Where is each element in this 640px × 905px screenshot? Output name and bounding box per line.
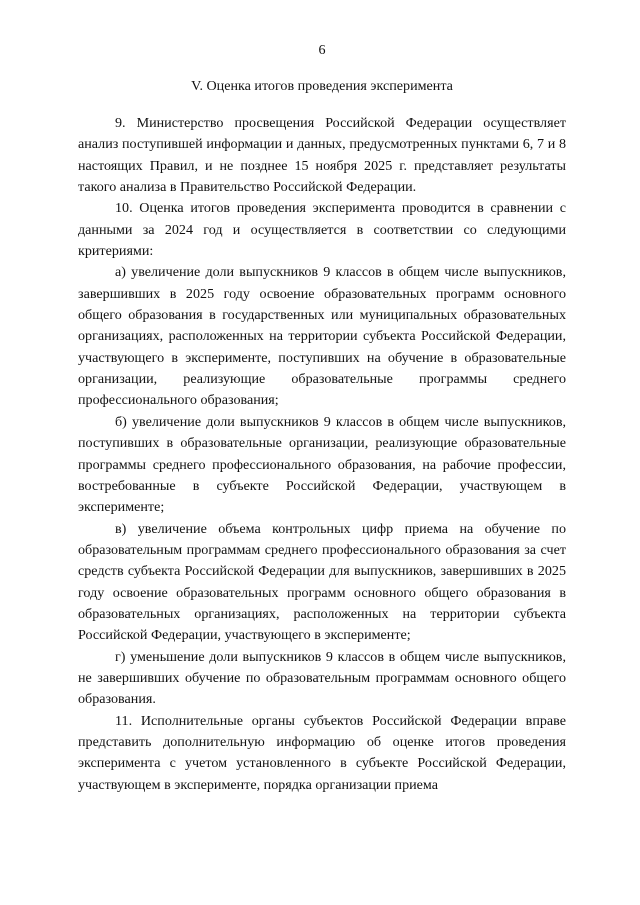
criterion-v: в) увеличение объема контрольных цифр приема на обучение по образовательным программам среднего профессионального образования за счет средств субъекта Российской Федерации для выпускников, завершивших в 2025 году освоение образовательных программ основного общего образования в образовательных организациях, расположенных на территории субъекта Российской Федерации, участвующего в эксперименте; [78, 520, 566, 644]
page-number: 6 [318, 42, 326, 58]
paragraph-9: 9. Министерство просвещения Российской Федерации осуществляет анализ поступившей информации и данных, предусмотренных пунктами 6, 7 и 8 настоящих Правил, и не позднее 15 ноября 2025 г. представляет результаты такого анализа в Правительство Российской Федерации. [78, 115, 566, 196]
criterion-a: а) увеличение доли выпускников 9 классов в общем числе выпускников, завершивших в 2025 году освоение образовательных программ основного общего образования в государственных или муниципальных образовательных организациях, расположенных на территории субъекта Российской Федерации, участвующего в эксперименте, поступивших на обучение в образовательные организации, реализующие образовательные программы среднего профессионального образования; [78, 264, 566, 409]
criterion-b: б) увеличение доли выпускников 9 классов в общем числе выпускников, поступивших в образовательные организации, реализующие образовательные программы среднего профессионального образования, на рабочие профессии, востребованные в субъекте Российской Федерации, участвующем в эксперименте; [78, 413, 566, 516]
paragraph-11: 11. Исполнительные органы субъектов Российской Федерации вправе представить дополнительную информацию об оценке итогов проведения эксперимента с учетом установленного в субъекте Российской Федерации, участвующем в эксперименте, порядка организации приема [78, 712, 566, 793]
document-page [78, 40, 566, 796]
criterion-g: г) уменьшение доли выпускников 9 классов в общем числе выпускников, не завершивших обучение по образовательным программам основного общего образования. [78, 648, 566, 708]
paragraph-10: 10. Оценка итогов проведения эксперимента проводится в сравнении с данными за 2024 год и осуществляется в соответствии со следующими критериями: [78, 200, 566, 260]
section-title: V. Оценка итогов проведения эксперимента [191, 78, 453, 94]
